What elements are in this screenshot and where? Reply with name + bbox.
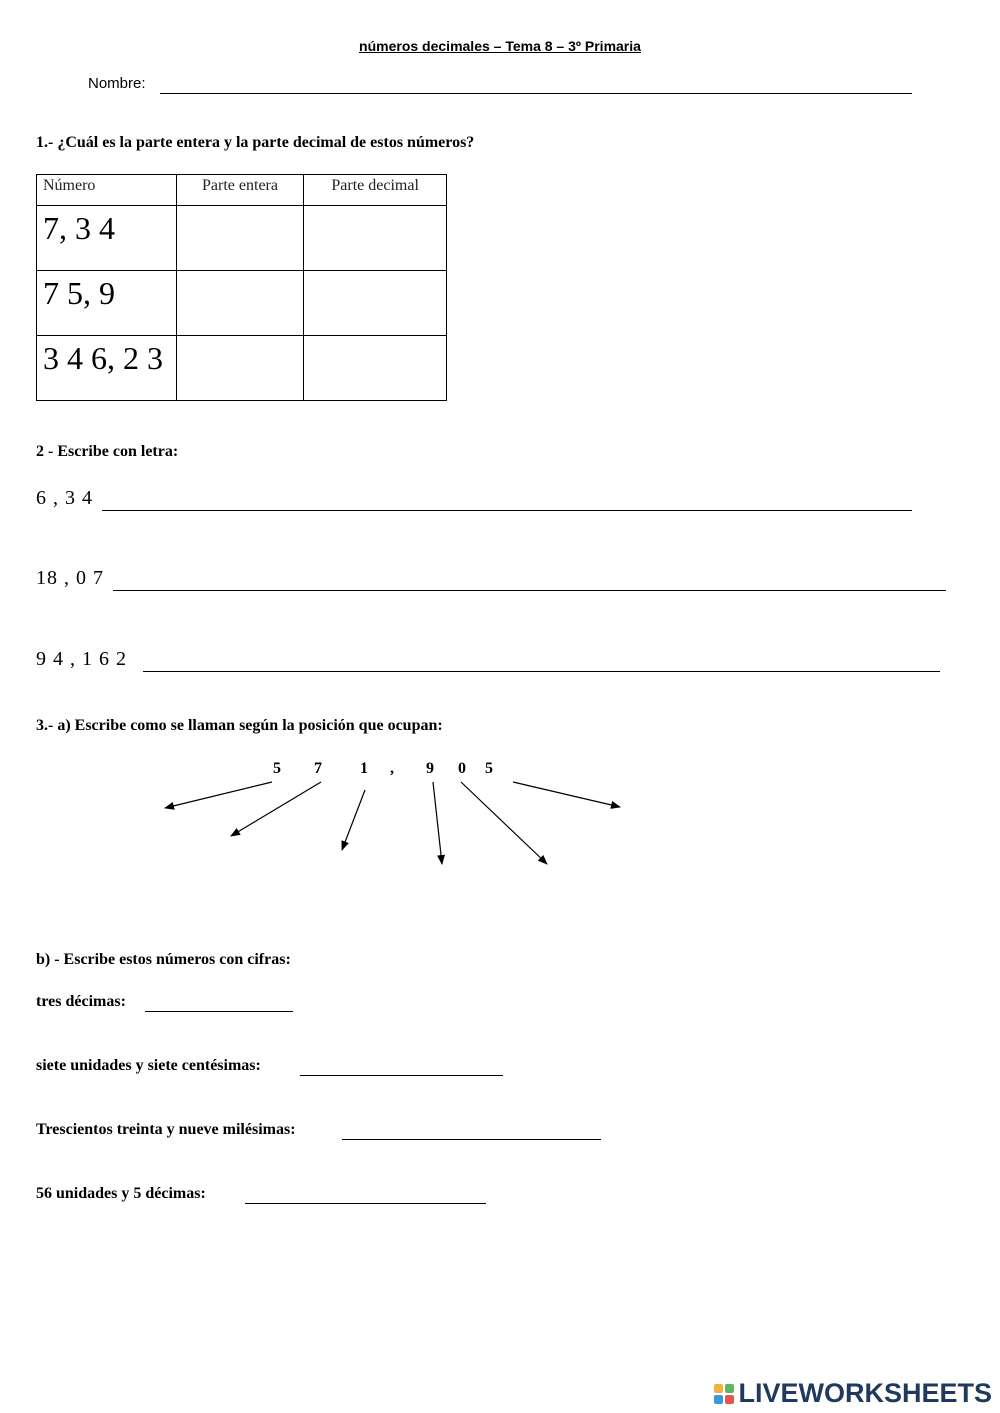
question-2: 2 - Escribe con letra: [36, 443, 179, 460]
logo-square [725, 1395, 734, 1404]
number-in-words: 56 unidades y 5 décimas: [36, 1185, 206, 1202]
number-to-write: 6 , 3 4 [36, 487, 93, 509]
name-label: Nombre: [88, 75, 146, 92]
answer-line[interactable] [342, 1139, 601, 1140]
logo-square [714, 1384, 723, 1393]
arrow-tenths [433, 782, 442, 864]
logo-square [725, 1384, 734, 1393]
answer-line[interactable] [145, 1011, 293, 1012]
question-3b: b) - Escribe estos números con cifras: [36, 951, 291, 968]
column-header-number: Número [37, 175, 177, 206]
arrow-thousandths [513, 782, 620, 807]
logo-text: LIVEWORKSHEETS [738, 1378, 992, 1408]
number-cell: 7 5, 9 [37, 271, 177, 336]
arrow-units [342, 790, 365, 850]
number-to-write: 18 , 0 7 [36, 567, 104, 589]
question-1: 1.- ¿Cuál es la parte entera y la parte decimal de estos números? [36, 134, 475, 151]
digit: 7 [314, 760, 322, 777]
question-3a: 3.- a) Escribe como se llaman según la posición que ocupan: [36, 717, 443, 734]
digit: 0 [458, 760, 466, 777]
decimal-comma: , [390, 760, 394, 777]
column-header-decimal-part: Parte decimal [304, 175, 447, 206]
liveworksheets-logo [714, 1378, 992, 1409]
arrow-tens [231, 782, 321, 836]
column-header-integer-part: Parte entera [176, 175, 304, 206]
answer-line[interactable] [300, 1075, 503, 1076]
number-cell: 3 4 6, 2 3 [37, 336, 177, 401]
arrow-hundreds [165, 782, 272, 808]
worksheet-title: números decimales – Tema 8 – 3º Primaria [359, 38, 641, 54]
arrow-hundredths [461, 782, 547, 864]
digit: 9 [426, 760, 434, 777]
digit: 1 [360, 760, 368, 777]
logo-square [714, 1395, 723, 1404]
number-in-words: siete unidades y siete centésimas: [36, 1057, 261, 1074]
digit: 5 [273, 760, 281, 777]
logo-icon [714, 1384, 734, 1404]
number-cell: 7, 3 4 [37, 206, 177, 271]
number-in-words: Trescientos treinta y nueve milésimas: [36, 1121, 296, 1138]
answer-line[interactable] [245, 1203, 486, 1204]
digit: 5 [485, 760, 493, 777]
number-to-write: 9 4 , 1 6 2 [36, 648, 127, 670]
number-in-words: tres décimas: [36, 993, 126, 1010]
